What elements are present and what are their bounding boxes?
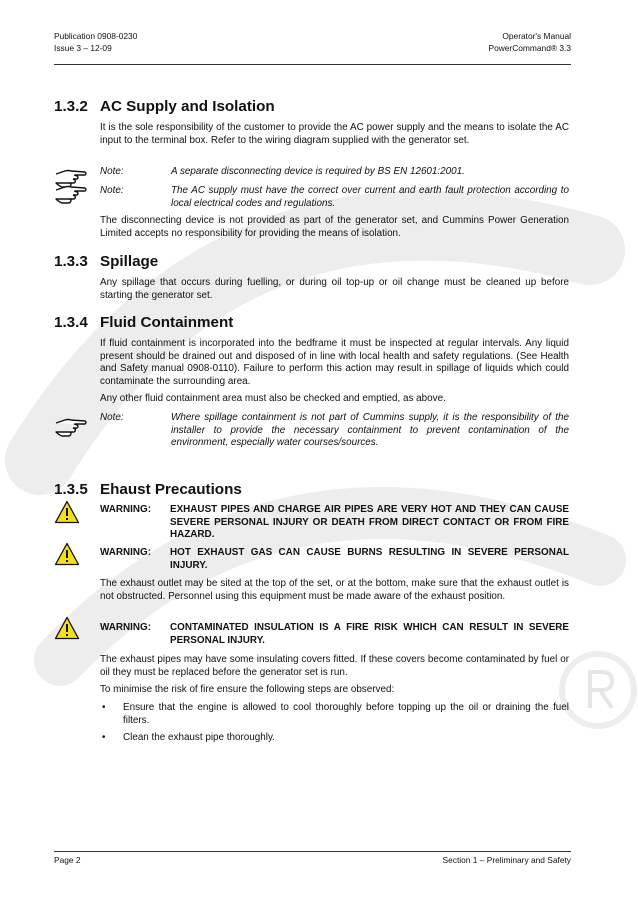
section-number: 1.3.5 (54, 481, 88, 498)
warning-triangle-icon (54, 542, 80, 566)
warning-1 (100, 504, 569, 542)
note-3 (100, 412, 569, 450)
footer-rule (54, 851, 571, 852)
warning-2 (100, 547, 569, 572)
warning-text: CONTAMINATED INSULATION IS A FIRE RISK WHICH CAN RESULT IN SEVERE PERSONAL INJURY. (170, 622, 569, 646)
footer-section-title: Section 1 – Preliminary and Safety (442, 855, 571, 865)
warning-label: WARNING: (100, 622, 152, 633)
paragraph: Any other fluid containment area must also be checked and emptied, as above. (100, 393, 446, 404)
paragraph: The exhaust pipes may have some insulating covers fitted. If these covers become contaminated by fuel or oil they must be replaced before the generator set is run. (100, 654, 569, 678)
bullet-marker: • (102, 702, 106, 713)
publication-number: Publication 0908-0230 (54, 31, 138, 41)
note-2 (100, 185, 569, 210)
page-header-right (488, 31, 571, 54)
note-text: A separate disconnecting device is required by BS EN 12601:2001. (171, 166, 465, 177)
manual-title: Operator's Manual (502, 31, 571, 41)
section-title: Spillage (100, 253, 159, 270)
section-heading-1-3-3 (54, 253, 158, 271)
bullet-marker: • (102, 732, 106, 743)
paragraph: If fluid containment is incorporated into the bedframe it must be inspected at regular intervals. Any liquid present should be drained out and disposed of in line with local health and safety regulations. (See Health and Safety manual 0908-0110). Failure to perform this action may result in spillage of liquids which could contaminate the surrounding area. (100, 338, 569, 388)
paragraph: The exhaust outlet may be sited at the top of the set, or at the bottom, make sure that the exhaust outlet is not obstructed. Personnel using this equipment must be made aware of the exhaust position. (100, 578, 569, 602)
section-number: 1.3.2 (54, 98, 88, 115)
warning-text: EXHAUST PIPES AND CHARGE AIR PIPES ARE VERY HOT AND THEY CAN CAUSE SEVERE PERSONAL INJURY OR DEATH FROM DIRECT CONTACT OR FROM FIRE HAZARD. (170, 504, 569, 541)
paragraph: To minimise the risk of fire ensure the following steps are observed: (100, 684, 395, 695)
page-header-left (54, 31, 137, 54)
note-text: The AC supply must have the correct over current and earth fault protection according to local electrical codes and regulations. (171, 185, 569, 209)
paragraph: Any spillage that occurs during fuelling, or during oil top-up or oil change must be cleaned up before starting the generator set. (100, 277, 569, 301)
note-text: Where spillage containment is not part of Cummins supply, it is the responsibility of the installer to provide the necessary containment to prevent contamination of the environment, especially water courses/sources. (171, 412, 569, 449)
note-label: Note: (100, 185, 124, 196)
registered-watermark-mark (582, 668, 616, 712)
section-title: Ehaust Precautions (100, 481, 242, 498)
warning-3 (100, 622, 569, 647)
bullet-text: Ensure that the engine is allowed to cool thoroughly before topping up the oil or draining the fuel filters. (123, 702, 569, 726)
warning-triangle-icon (54, 500, 80, 524)
section-heading-1-3-5 (54, 481, 242, 499)
bullet-item (100, 702, 569, 727)
pointing-hand-icon (54, 416, 88, 438)
bullet-text: Clean the exhaust pipe thoroughly. (123, 732, 275, 743)
warning-triangle-icon (54, 616, 80, 640)
section-heading-1-3-4 (54, 314, 233, 332)
header-rule (54, 64, 571, 65)
warning-text: HOT EXHAUST GAS CAN CAUSE BURNS RESULTING IN SEVERE PERSONAL INJURY. (170, 547, 569, 571)
section-title: Fluid Containment (100, 314, 234, 331)
warning-label: WARNING: (100, 547, 152, 558)
product-name: PowerCommand® 3.3 (488, 42, 571, 53)
section-title: AC Supply and Isolation (100, 98, 275, 115)
warning-label: WARNING: (100, 504, 152, 515)
note-label: Note: (100, 166, 124, 177)
section-number: 1.3.3 (54, 253, 88, 270)
paragraph: The disconnecting device is not provided as part of the generator set, and Cummins Power Generation Limited accepts no responsibility for providing the means of isolation. (100, 215, 569, 239)
section-heading-1-3-2 (54, 98, 275, 116)
note-1 (100, 166, 569, 179)
section-number: 1.3.4 (54, 314, 88, 331)
pointing-hand-icon (54, 183, 88, 205)
bullet-item (100, 732, 569, 745)
paragraph: It is the sole responsibility of the customer to provide the AC power supply and the means to isolate the AC input to the terminal box. Refer to the wiring diagram supplied with the generator set. (100, 122, 569, 146)
page-number: Page 2 (54, 855, 81, 865)
note-label: Note: (100, 412, 124, 423)
issue-number: Issue 3 – 12-09 (54, 42, 112, 53)
